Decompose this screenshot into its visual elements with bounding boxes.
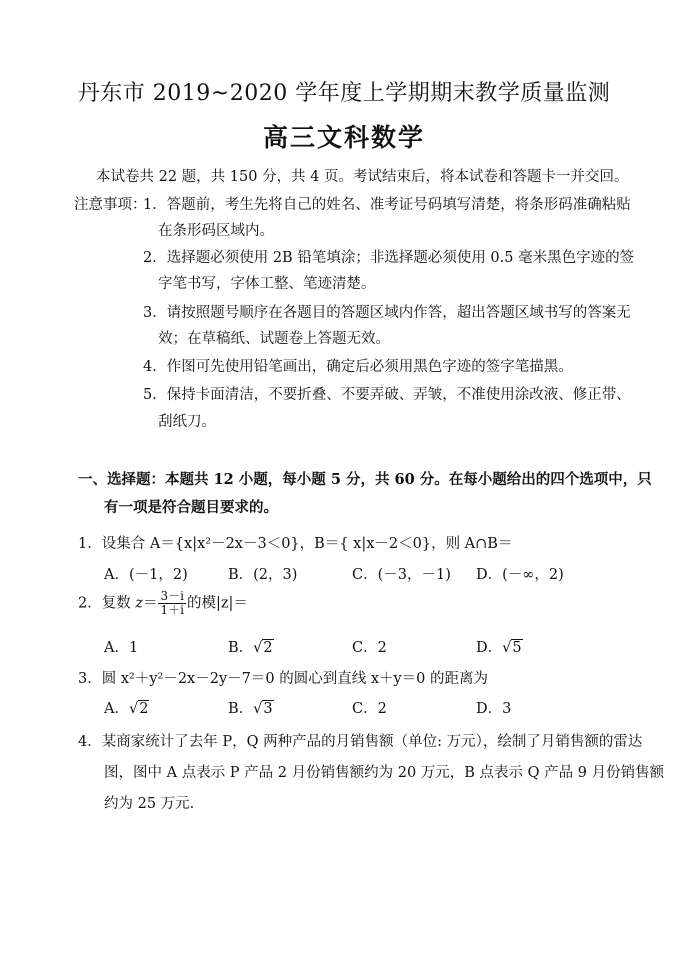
question-4-line3: 约为 25 万元. xyxy=(104,796,195,812)
question-2-equals: ＝ xyxy=(142,595,158,612)
question-3-option-d: D．3 xyxy=(476,701,512,717)
question-2-fraction xyxy=(158,590,185,617)
exam-subtitle: 高三文科数学 xyxy=(262,123,425,152)
question-2-option-d xyxy=(476,636,523,657)
notice-label: 注意事项： xyxy=(74,197,147,213)
notice-item-2-line1: 2．选择题必须使用 2B 铅笔填涂；非选择题必须使用 0.5 毫米黑色字迹的签 xyxy=(143,250,635,266)
question-3-option-c: C．2 xyxy=(352,701,387,717)
notice-item-2-line2: 字笔书写，字体工整、笔迹清楚。 xyxy=(158,276,376,292)
question-3-option-a xyxy=(104,697,149,718)
question-1-option-b: B．(2，3) xyxy=(228,567,298,583)
question-2-option-b xyxy=(228,636,274,657)
notice-item-1-line1: 1．答题前，考生先将自己的姓名、准考证号码填写清楚，将条形码准确粘贴 xyxy=(143,197,631,213)
question-3-stem: 3．圆 x²＋y²－2x－2y－7＝0 的圆心到直线 x＋y＝0 的距离为 xyxy=(78,671,489,687)
intro-text: 本试卷共 22 题，共 150 分，共 4 页。考试结束后，将本试卷和答题卡一并交回。 xyxy=(96,169,629,185)
radicand: 2 xyxy=(263,640,273,656)
radicand: 2 xyxy=(139,701,149,717)
question-2-stem xyxy=(78,590,248,617)
section1-heading-line1: 一、选择题：本题共 12 小题，每小题 5 分，共 60 分。在每小题给出的四个选项中，只 xyxy=(78,471,652,488)
question-1-option-c: C．(－3，－1) xyxy=(352,567,451,583)
option-label: A． xyxy=(104,701,129,717)
notice-item-3-line2: 效；在草稿纸、试题卷上答题无效。 xyxy=(158,331,390,347)
notice-item-3-line1: 3．请按照题号顺序在各题目的答题区域内作答，超出答题区域书写的答案无 xyxy=(143,305,631,321)
question-2-prefix: 2．复数 xyxy=(78,595,136,612)
question-4-line2: 图，图中 A 点表示 P 产品 2 月份销售额约为 20 万元，B 点表示 Q 产品 9 月份销售额 xyxy=(104,765,665,781)
sqrt-symbol: √5 xyxy=(502,640,522,656)
radicand: 5 xyxy=(512,640,522,656)
fraction-numerator: 3－i xyxy=(160,589,184,603)
question-2-option-a: A．1 xyxy=(104,640,139,656)
question-1-stem: 1．设集合 A＝{x|x²－2x－3＜0}，B＝{ x|x－2＜0}，则 A∩B＝ xyxy=(78,536,513,552)
notice-item-5-line1: 5．保持卡面清洁，不要折叠、不要弄破、弄皱，不准使用涂改液、修正带、 xyxy=(143,387,631,403)
sqrt-symbol: √2 xyxy=(128,701,149,717)
question-2-var: z xyxy=(135,595,143,612)
notice-item-5-line2: 刮纸刀。 xyxy=(158,414,216,430)
notice-item-4-line1: 4．作图可先使用铅笔画出，确定后必须用黑色字迹的签字笔描黑。 xyxy=(143,359,573,375)
option-label: D． xyxy=(476,640,503,656)
radicand: 3 xyxy=(263,701,273,717)
question-1-option-a: A．(－1，2) xyxy=(104,567,188,583)
question-3-option-b xyxy=(228,697,274,718)
question-2-suffix: 的模|z|＝ xyxy=(186,595,248,612)
sqrt-symbol: √2 xyxy=(253,640,273,656)
question-4-line1: 4．某商家统计了去年 P，Q 两种产品的月销售额（单位: 万元），绘制了月销售额的雷达 xyxy=(78,734,643,750)
option-label: B． xyxy=(228,640,254,656)
sqrt-symbol: √3 xyxy=(253,701,273,717)
section1-heading-line2: 有一项是符合题目要求的。 xyxy=(104,499,278,516)
notice-item-1-line2: 在条形码区域内。 xyxy=(158,223,274,239)
option-label: B． xyxy=(228,701,254,717)
question-1-option-d: D．(－∞，2) xyxy=(476,567,564,583)
fraction-denominator: 1＋i xyxy=(160,603,184,617)
exam-title: 丹东市 2019~2020 学年度上学期期末教学质量监测 xyxy=(77,81,611,106)
question-2-option-c: C．2 xyxy=(352,640,387,656)
